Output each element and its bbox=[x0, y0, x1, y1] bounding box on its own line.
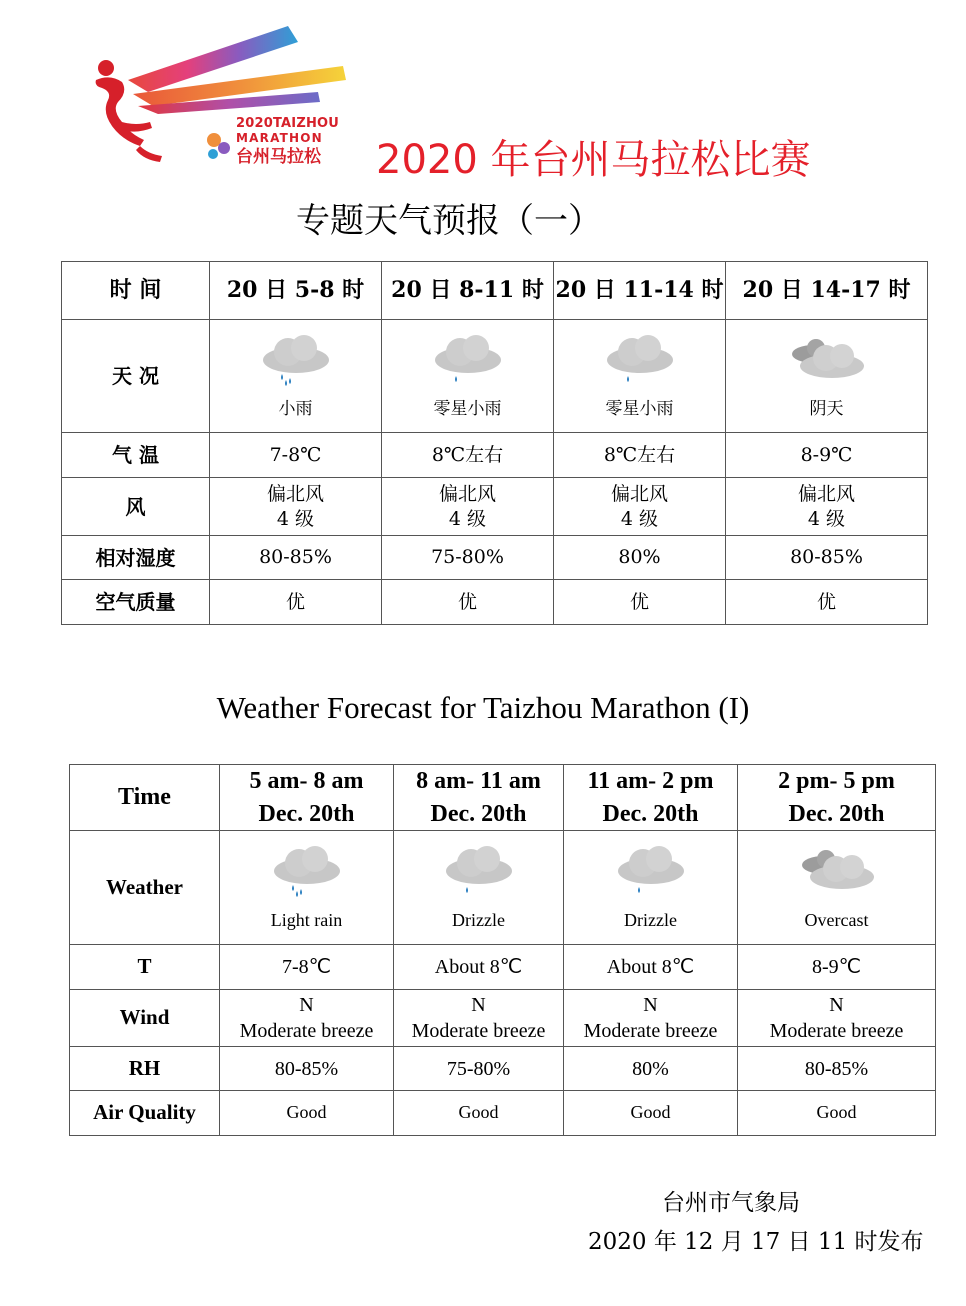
table-row-aq bbox=[62, 580, 928, 625]
light-rain-icon bbox=[267, 843, 347, 899]
header-cell-time: 时 间 bbox=[62, 262, 210, 320]
time-date: Dec. 20th bbox=[258, 800, 355, 827]
drizzle-icon bbox=[439, 843, 519, 899]
temp-cell: 8-9℃ bbox=[738, 945, 936, 990]
weather-text: 零星小雨 bbox=[605, 398, 674, 419]
rh-cell: 80-85% bbox=[220, 1047, 394, 1091]
wind-direction: N bbox=[829, 994, 844, 1016]
time-range: 2 pm- 5 pm bbox=[778, 768, 895, 795]
row-label-rh: 相对湿度 bbox=[62, 536, 210, 580]
wind-description: Moderate breeze bbox=[583, 1020, 718, 1042]
weather-text: 小雨 bbox=[278, 398, 313, 419]
weather-text: Drizzle bbox=[452, 909, 505, 930]
table-row-header bbox=[62, 262, 928, 320]
wind-description: Moderate breeze bbox=[411, 1020, 546, 1042]
weather-cell bbox=[726, 320, 928, 433]
wind-level: 4 级 bbox=[276, 507, 315, 530]
logo-text-line2: MARATHON bbox=[236, 131, 323, 145]
page-title: 2020 年台州马拉松比赛 bbox=[376, 137, 811, 183]
row-label-weather: 天 况 bbox=[62, 320, 210, 433]
table-row-rh bbox=[70, 1047, 936, 1091]
table-row-wind bbox=[70, 990, 936, 1047]
aq-cell: Good bbox=[564, 1091, 738, 1136]
wind-level: 4 级 bbox=[448, 507, 487, 530]
wind-cell bbox=[394, 990, 564, 1047]
wind-description: Moderate breeze bbox=[769, 1020, 904, 1042]
english-title: Weather Forecast for Taizhou Marathon (I) bbox=[216, 690, 750, 725]
issuer-name: 台州市气象局 bbox=[662, 1190, 800, 1216]
drizzle-icon bbox=[600, 332, 680, 388]
aq-cell: 优 bbox=[726, 580, 928, 625]
table-row-weather bbox=[70, 831, 936, 945]
wind-cell bbox=[382, 478, 554, 536]
time-range: 5 am- 8 am bbox=[249, 768, 364, 795]
header-cell bbox=[220, 765, 394, 831]
temp-cell: 7-8℃ bbox=[210, 433, 382, 478]
weather-text: Light rain bbox=[270, 909, 343, 930]
time-range: 11 am- 2 pm bbox=[587, 768, 714, 795]
rh-cell: 75-80% bbox=[382, 536, 554, 580]
temp-cell: About 8℃ bbox=[394, 945, 564, 990]
time-date: Dec. 20th bbox=[788, 800, 885, 827]
marathon-logo bbox=[88, 22, 353, 172]
wind-direction: N bbox=[471, 994, 486, 1016]
forecast-table-en bbox=[69, 764, 936, 1136]
header-cell: 20 日 8-11 时 bbox=[382, 262, 554, 320]
row-label-wind: 风 bbox=[62, 478, 210, 536]
row-label-temp: 气 温 bbox=[62, 433, 210, 478]
weather-cell bbox=[382, 320, 554, 433]
header-cell: 20 日 5-8 时 bbox=[210, 262, 382, 320]
header-cell: 20 日 11-14 时 bbox=[554, 262, 726, 320]
wind-cell bbox=[564, 990, 738, 1047]
logo-text-line3: 台州马拉松 bbox=[236, 147, 321, 167]
wind-direction: N bbox=[299, 994, 314, 1016]
aq-cell: Good bbox=[394, 1091, 564, 1136]
weather-text: 零星小雨 bbox=[433, 398, 502, 419]
weather-cell bbox=[564, 831, 738, 945]
overcast-icon bbox=[794, 843, 880, 899]
wind-level: 4 级 bbox=[807, 507, 846, 530]
weather-cell bbox=[210, 320, 382, 433]
row-label-wind: Wind bbox=[70, 990, 220, 1047]
row-label-aq: Air Quality bbox=[70, 1091, 220, 1136]
time-date: Dec. 20th bbox=[430, 800, 527, 827]
table-row-aq bbox=[70, 1091, 936, 1136]
aq-cell: 优 bbox=[210, 580, 382, 625]
rh-cell: 80% bbox=[564, 1047, 738, 1091]
temp-cell: 8-9℃ bbox=[726, 433, 928, 478]
overcast-icon bbox=[784, 332, 870, 388]
table-row-wind bbox=[62, 478, 928, 536]
wind-cell bbox=[738, 990, 936, 1047]
table-row-rh bbox=[62, 536, 928, 580]
weather-cell bbox=[394, 831, 564, 945]
temp-cell: 8℃左右 bbox=[554, 433, 726, 478]
issue-date: 2020 年 12 月 17 日 11 时发布 bbox=[588, 1229, 924, 1255]
row-label-weather: Weather bbox=[70, 831, 220, 945]
header-cell bbox=[394, 765, 564, 831]
aq-cell: Good bbox=[738, 1091, 936, 1136]
time-date: Dec. 20th bbox=[602, 800, 699, 827]
weather-cell bbox=[738, 831, 936, 945]
table-row-temp bbox=[62, 433, 928, 478]
temp-cell: 7-8℃ bbox=[220, 945, 394, 990]
light-rain-icon bbox=[256, 332, 336, 388]
table-row-weather bbox=[62, 320, 928, 433]
wind-cell bbox=[220, 990, 394, 1047]
table-row-header bbox=[70, 765, 936, 831]
table-row-temp bbox=[70, 945, 936, 990]
rh-cell: 80-85% bbox=[738, 1047, 936, 1091]
wind-direction: 偏北风 bbox=[610, 482, 668, 505]
aq-cell: Good bbox=[220, 1091, 394, 1136]
rh-cell: 80-85% bbox=[210, 536, 382, 580]
weather-cell bbox=[220, 831, 394, 945]
drizzle-icon bbox=[428, 332, 508, 388]
weather-text: Drizzle bbox=[624, 909, 677, 930]
rh-cell: 80-85% bbox=[726, 536, 928, 580]
weather-cell bbox=[554, 320, 726, 433]
wind-direction: 偏北风 bbox=[438, 482, 496, 505]
temp-cell: About 8℃ bbox=[564, 945, 738, 990]
aq-cell: 优 bbox=[382, 580, 554, 625]
wind-cell bbox=[726, 478, 928, 536]
rh-cell: 80% bbox=[554, 536, 726, 580]
page-subtitle: 专题天气预报（一） bbox=[296, 201, 602, 241]
header-cell bbox=[738, 765, 936, 831]
header-cell: 20 日 14-17 时 bbox=[726, 262, 928, 320]
wind-direction: 偏北风 bbox=[266, 482, 324, 505]
temp-cell: 8℃左右 bbox=[382, 433, 554, 478]
wind-direction: N bbox=[643, 994, 658, 1016]
row-label-temp: T bbox=[70, 945, 220, 990]
header-cell-time: Time bbox=[70, 765, 220, 831]
wind-direction: 偏北风 bbox=[797, 482, 855, 505]
logo-text-line1: 2020TAIZHOU bbox=[236, 116, 340, 131]
header-cell bbox=[564, 765, 738, 831]
weather-text: Overcast bbox=[804, 909, 869, 930]
row-label-rh: RH bbox=[70, 1047, 220, 1091]
wind-cell bbox=[210, 478, 382, 536]
row-label-aq: 空气质量 bbox=[62, 580, 210, 625]
weather-text: 阴天 bbox=[809, 398, 844, 419]
forecast-table-cn bbox=[61, 261, 928, 625]
time-range: 8 am- 11 am bbox=[416, 768, 541, 795]
aq-cell: 优 bbox=[554, 580, 726, 625]
wind-description: Moderate breeze bbox=[239, 1020, 374, 1042]
wind-cell bbox=[554, 478, 726, 536]
rh-cell: 75-80% bbox=[394, 1047, 564, 1091]
wind-level: 4 级 bbox=[620, 507, 659, 530]
drizzle-icon bbox=[611, 843, 691, 899]
